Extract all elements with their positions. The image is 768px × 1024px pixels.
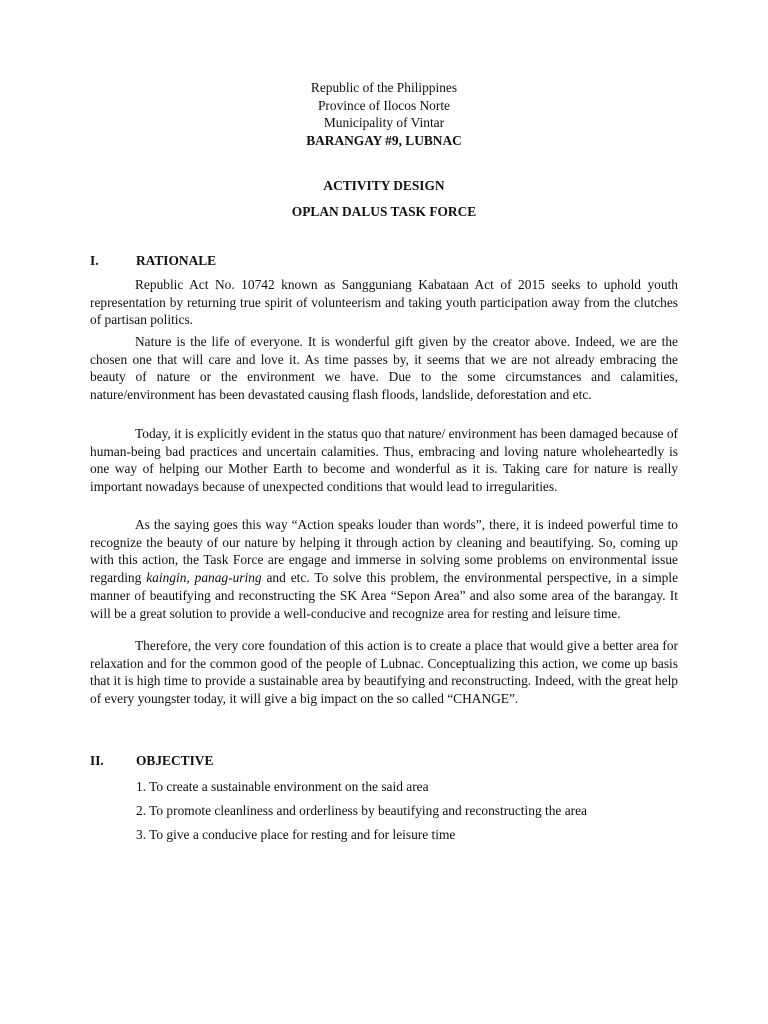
- objective-item: 2. To promote cleanliness and orderliness by beautifying and reconstructing the area: [136, 803, 587, 818]
- section-title: RATIONALE: [136, 253, 217, 268]
- rationale-paragraph-2: Nature is the life of everyone. It is wonderful gift given by the creator above. Indeed, we are the chosen one that will care and love it. As time passes by, it seems that we are not already embracing the beauty of nature or the environment we have. Due to the some circumstances and calamities, nature/environment has been devastated causing flash floods, landslide, deforestation and etc.: [90, 334, 678, 403]
- document-subtitle: OPLAN DALUS TASK FORCE: [291, 204, 477, 219]
- rationale-paragraph-3: Today, it is explicitly evident in the status quo that nature/ environment has been damaged because of human-being bad practices and uncertain calamities. Thus, embracing and loving nature wholeheartedly is one way of helping our Mother Earth to become and wonderful as it is. Taking care for nature is really important nowadays because of unexpected conditions that would lead to irregularities.: [90, 426, 678, 495]
- objective-item: 1. To create a sustainable environment on the said area: [136, 779, 429, 794]
- section-number: II.: [90, 753, 104, 768]
- paragraph-text: and etc. To solve this problem, the environmental perspective, in a simple manner of beautifying and reconstructing the SK Area “Sepon Area” and also some area of the barangay. It will be a great solution to provide a well-conducive and recognize area for resting and leisure time.: [90, 570, 679, 621]
- objective-item: 3. To give a conducive place for resting and for leisure time: [136, 827, 456, 842]
- section-heading-objective: [90, 752, 213, 770]
- paragraph-text: As the saying goes this way “Action speaks louder than words”, there, it is indeed powerful time to recognize the beauty of our nature by helping it through action by cleaning and beautifying. So, coming up with this action, the Task Force are engage and immerse in solving some problems on environmental issue regarding: [90, 517, 678, 586]
- rationale-paragraph-5: Therefore, the very core foundation of this action is to create a place that would give a better area for relaxation and for the common good of the people of Lubnac. Conceptualizing this action, we come up basis that it is high time to provide a sustainable area by beautifying and reconstructing. Indeed, with the great help of every youngster today, it will give a big impact on the so called “CHANGE”.: [90, 638, 678, 707]
- header-country: Republic of the Philippines: [310, 80, 458, 95]
- section-title: OBJECTIVE: [136, 753, 214, 768]
- rationale-paragraph-1: Republic Act No. 10742 known as Sangguniang Kabataan Act of 2015 seeks to uphold youth representation by returning true spirit of volunteerism and taking youth participation away from the clutches of partisan politics.: [90, 277, 678, 328]
- letterhead: [0, 79, 768, 149]
- document-title: ACTIVITY DESIGN: [323, 178, 445, 193]
- section-number: I.: [90, 253, 99, 268]
- emphasized-terms: kaingin, panag-uring: [146, 570, 262, 586]
- document-titles: [0, 177, 768, 229]
- header-municipality: Municipality of Vintar: [323, 115, 445, 130]
- header-province: Province of Ilocos Norte: [317, 97, 450, 113]
- rationale-paragraph-4: [90, 516, 678, 622]
- header-barangay: BARANGAY #9, LUBNAC: [306, 132, 462, 148]
- section-heading-rationale: [90, 252, 216, 270]
